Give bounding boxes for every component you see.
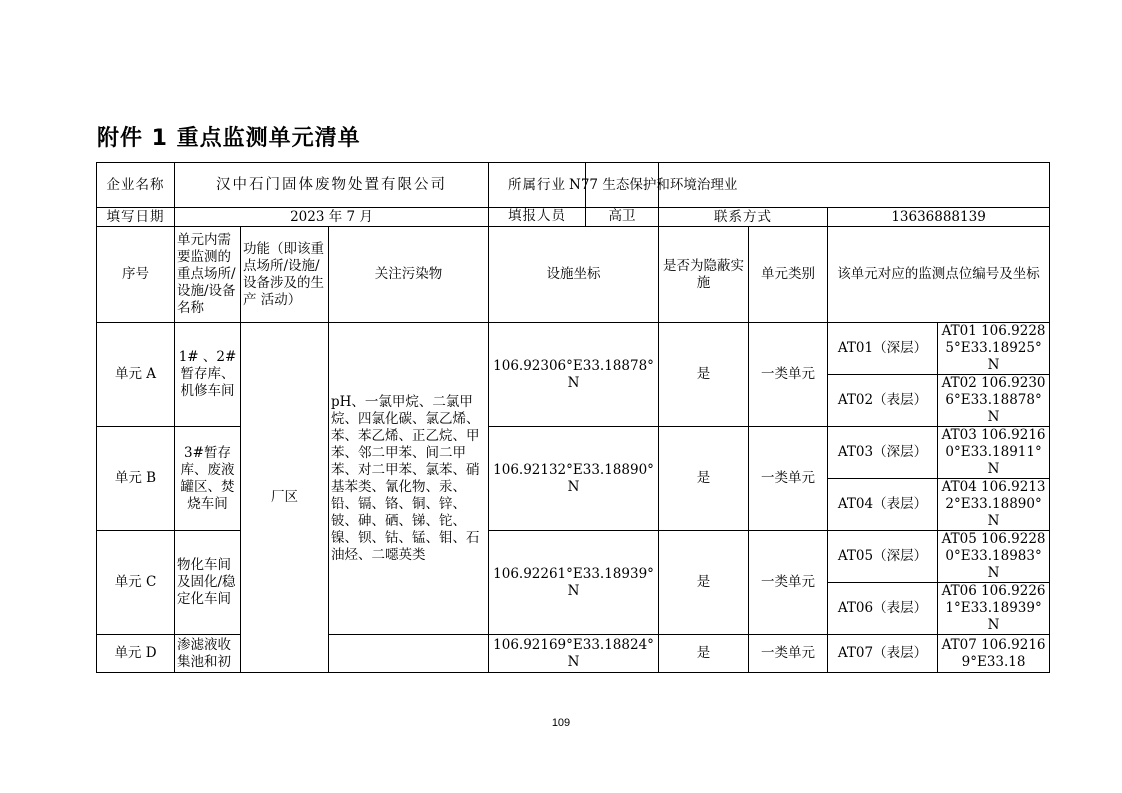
point-label: AT01（深层） [828,323,938,375]
unit-category: 一类单元 [749,427,828,531]
point-coord: AT02 106.92306°E33.18878°N [938,375,1050,427]
unit-hidden: 是 [659,323,749,427]
company-label: 企业名称 [97,163,175,208]
point-label: AT06（表层） [828,583,938,635]
unit-coords: 106.92306°E33.18878°N [489,323,659,427]
reporter-value: 高卫 [608,208,636,224]
contact-value: 13636888139 [828,208,1050,227]
page-number: 109 [551,717,571,729]
unit-facility: 3#暂存库、废液罐区、焚烧车间 [175,427,241,531]
col-category: 单元类别 [749,227,828,323]
company-row [97,163,1050,208]
date-value: 2023 年 7 月 [175,208,489,227]
unit-seq: 单元 B [97,427,175,531]
unit-seq: 单元 A [97,323,175,427]
point-label: AT04（表层） [828,479,938,531]
monitoring-units-table [96,162,1050,673]
table-row [97,531,1050,583]
company-value: 汉中石门固体废物处置有限公司 [175,163,489,208]
col-points: 该单元对应的监测点位编号及坐标 [828,227,1050,323]
unit-facility: 渗滤液收集池和初 [175,635,241,673]
unit-facility: 1# 、2#暂存库、机修车间 [175,323,241,427]
point-coord: AT05 106.92280°E33.18983°N [938,531,1050,583]
table-row [97,427,1050,479]
col-pollutants: 关注污染物 [329,227,489,323]
col-function: 功能（即该重点场所/设施/设备涉及的生产 活动） [241,227,329,323]
point-label: AT02（表层） [828,375,938,427]
point-coord: AT06 106.92261°E33.18939°N [938,583,1050,635]
unit-coords: 106.92261°E33.18939°N [489,531,659,635]
unit-category: 一类单元 [749,531,828,635]
reporter-label: 填报人员 [489,208,586,226]
point-label: AT03（深层） [828,427,938,479]
contact-label: 联系方式 [659,208,828,227]
unit-pollutants-empty [329,635,489,673]
unit-seq: 单元 C [97,531,175,635]
column-header-row [97,227,1050,323]
industry-value: N77 生态保护和环境治理业 [569,176,738,193]
unit-hidden: 是 [659,635,749,673]
unit-hidden: 是 [659,427,749,531]
industry-label: 所属行业 [489,163,586,207]
unit-coords: 106.92169°E33.18824°N [489,635,659,673]
unit-category: 一类单元 [749,323,828,427]
point-coord: AT01 106.92285°E33.18925°N [938,323,1050,375]
unit-category: 一类单元 [749,635,828,673]
point-coord: AT07 106.92169°E33.18 [938,635,1050,673]
point-label: AT07（表层） [828,635,938,673]
unit-hidden: 是 [659,531,749,635]
unit-coords: 106.92132°E33.18890°N [489,427,659,531]
date-row [97,208,1050,227]
point-coord: AT04 106.92132°E33.18890°N [938,479,1050,531]
date-label: 填写日期 [97,208,175,227]
col-seq: 序号 [97,227,175,323]
col-facility: 单元内需要监测的重点场所/设施/设备名称 [175,227,241,323]
table-row [97,323,1050,375]
industry-value-cell [569,163,1050,208]
point-coord: AT03 106.92160°E33.18911°N [938,427,1050,479]
table-row [97,635,1050,673]
unit-seq: 单元 D [97,635,175,673]
col-coords: 设施坐标 [489,227,659,323]
reporter-cell [489,208,659,227]
point-label: AT05（深层） [828,531,938,583]
col-hidden: 是否为隐蔽实施 [659,227,749,323]
unit-pollutants: pH、一氯甲烷、二氯甲烷、四氯化碳、氯乙烯、苯、苯乙烯、正乙烷、甲苯、邻二甲苯、间二甲苯、对二甲苯、氯苯、硝基苯类、氰化物、汞、铅、镉、铬、铜、锌、铍、砷、硒、锑、铊、镍、钡、钴、锰、钼、石油烃、二噁英类 [329,323,489,635]
page-title: 附件 1 重点监测单元清单 [97,126,361,151]
unit-function: 厂区 [241,323,329,673]
unit-facility: 物化车间及固化/稳定化车间 [175,531,241,635]
